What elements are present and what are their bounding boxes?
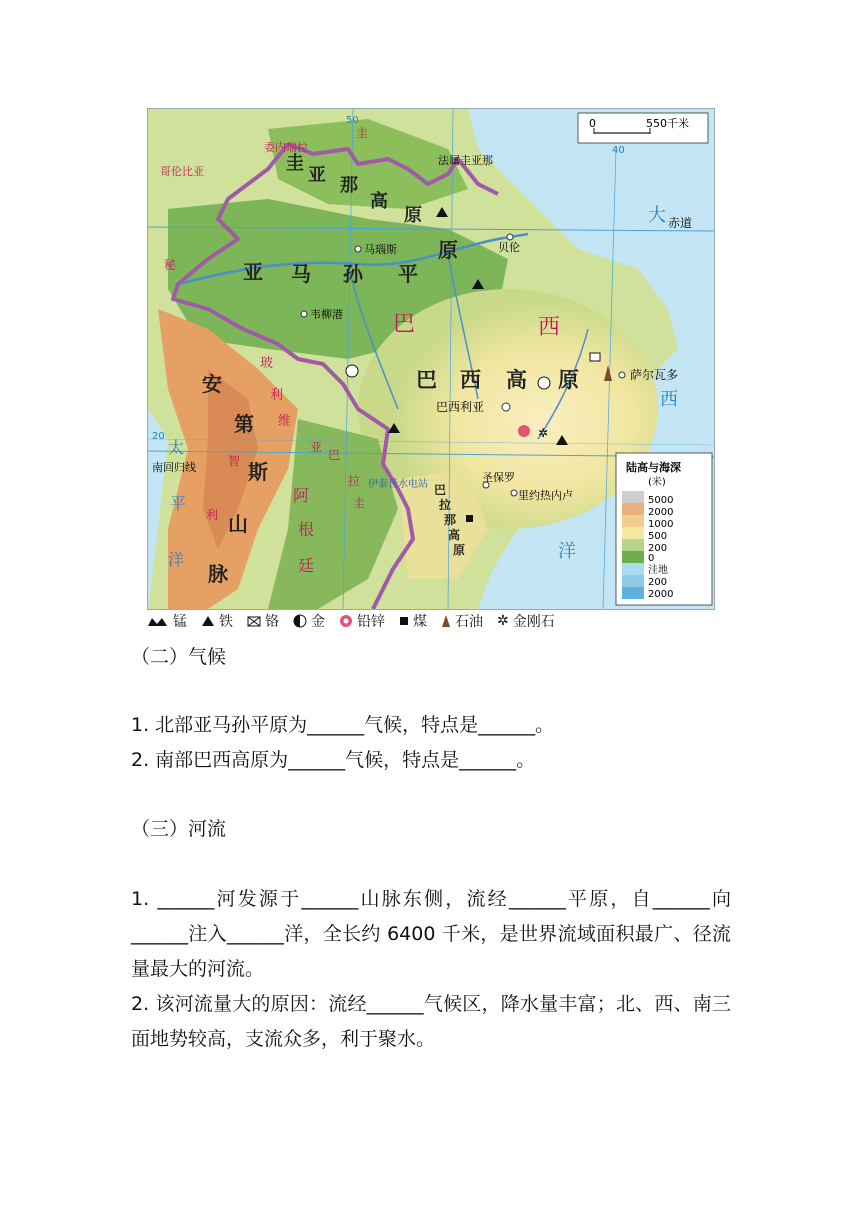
legend-item: [339, 611, 385, 631]
elevation-level: 0: [648, 553, 655, 564]
legend-item: [247, 611, 279, 631]
city-marker: [507, 234, 513, 240]
legend-label: 铬: [265, 614, 279, 630]
lead-zinc-icon: [339, 614, 353, 628]
oil-icon: [441, 614, 451, 628]
svg-text:拉: 拉: [439, 498, 452, 512]
rivers-question-1: 1. ______河发源于______山脉东侧，流经______平原，自______向______注入______洋，全长约 6400 千米，是世界流域面积最广、径流量最大的河流。: [131, 888, 731, 980]
elevation-legend-title: 陆高与海深: [626, 461, 681, 474]
svg-text:安: 安: [202, 372, 222, 396]
city-marker: [355, 246, 361, 252]
svg-text:洋: 洋: [558, 541, 576, 562]
mineral-legend: [147, 610, 747, 632]
svg-text:根: 根: [298, 520, 315, 539]
legend-label: 金: [311, 614, 325, 630]
svg-text:平: 平: [398, 262, 418, 286]
svg-text:维: 维: [278, 414, 292, 429]
svg-text:圭: 圭: [353, 496, 366, 510]
gold-icon: [293, 614, 307, 628]
gold-icon: [538, 377, 550, 389]
elevation-level: 200: [648, 577, 668, 588]
gold-icon: [346, 365, 358, 377]
svg-text:巴: 巴: [328, 448, 341, 462]
svg-text:西: 西: [660, 389, 678, 410]
elevation-level: 洼地: [648, 565, 668, 576]
svg-text:巴: 巴: [416, 368, 437, 392]
map-canvas: [148, 109, 714, 609]
svg-text:那: 那: [340, 175, 358, 196]
chromium-icon: [247, 615, 261, 627]
legend-label: 金刚石: [512, 614, 555, 630]
elevation-level: 500: [648, 531, 668, 542]
city-label: 萨尔瓦多: [630, 368, 679, 382]
latitude-label: 20: [152, 431, 165, 442]
svg-text:平: 平: [170, 494, 187, 513]
city-label: 里约热内卢: [518, 489, 573, 502]
svg-text:马: 马: [291, 262, 311, 286]
longitude-label: 50: [346, 115, 359, 126]
city-marker: [511, 490, 517, 496]
longitude-label: 40: [612, 145, 625, 156]
svg-text:洋: 洋: [168, 550, 185, 569]
svg-text:利: 利: [270, 388, 284, 403]
rivers-question-2: 2. 该河流量大的原因：流经______气候区，降水量丰富；北、西、南三面地势较高，支流众多，利于聚水。: [131, 993, 731, 1050]
iron-icon: [201, 615, 215, 627]
svg-text:巴: 巴: [434, 483, 447, 497]
svg-text:山: 山: [228, 512, 248, 536]
capital-marker: [502, 403, 510, 411]
svg-text:原: 原: [404, 205, 422, 226]
lead-zinc-icon: [518, 425, 530, 437]
svg-text:高: 高: [506, 368, 527, 392]
svg-text:那: 那: [444, 513, 457, 527]
legend-item: [201, 611, 233, 631]
climate-question-2: 2. 南部巴西高原为______气候，特点是______。: [131, 749, 536, 771]
city-marker: [301, 311, 307, 317]
svg-text:拉: 拉: [348, 474, 361, 488]
coal-icon: [399, 616, 409, 626]
legend-item: [147, 611, 187, 631]
scale-distance: 550千米: [646, 117, 689, 130]
city-label: 韦柳港: [310, 308, 343, 321]
legend-item: [441, 611, 483, 631]
svg-text:原: 原: [438, 238, 458, 262]
city-label: 巴西利亚: [436, 400, 485, 414]
svg-text:亚: 亚: [243, 260, 263, 284]
climate-question-1: 1. 北部亚马孙平原为______气候，特点是______。: [131, 714, 555, 736]
country-label: 哥伦比亚: [160, 165, 204, 178]
country-label: 委内瑞拉: [264, 141, 308, 154]
dam-label: 伊泰普水电站: [368, 479, 428, 490]
svg-text:圭: 圭: [286, 153, 304, 174]
elevation-level: 200: [648, 543, 668, 554]
svg-text:西: 西: [460, 368, 481, 392]
svg-text:廷: 廷: [298, 556, 315, 575]
svg-text:智: 智: [228, 454, 241, 468]
svg-text:高: 高: [448, 528, 461, 542]
tropic-label: 南回归线: [152, 461, 196, 474]
svg-text:西: 西: [538, 315, 561, 340]
country-label: 法属圭亚那: [438, 154, 493, 167]
city-label: 马瑙斯: [364, 243, 397, 256]
svg-text:亚: 亚: [310, 440, 323, 454]
elevation-legend-unit: (米): [648, 477, 666, 488]
svg-text:阿: 阿: [293, 486, 310, 505]
legend-label: 铁: [219, 614, 233, 630]
svg-text:第: 第: [234, 412, 254, 436]
climate-heading: （二）气候: [131, 646, 227, 668]
elevation-level: 2000: [648, 507, 674, 518]
country-label: 秘: [164, 258, 177, 272]
equator-label: 赤道: [668, 216, 693, 230]
legend-item: [399, 611, 427, 631]
manganese-icon: [147, 615, 169, 627]
svg-text:原: 原: [558, 368, 579, 392]
diamond-icon: ✲: [497, 613, 509, 629]
city-marker: [619, 372, 625, 378]
city-label: 贝伦: [498, 241, 520, 254]
svg-text:亚: 亚: [308, 165, 326, 186]
elevation-legend-swatches: [622, 491, 644, 599]
svg-text:大: 大: [648, 205, 666, 226]
chromium-icon: [590, 353, 600, 361]
country-label: 圭: [356, 126, 369, 140]
legend-label: 石油: [455, 614, 483, 630]
coal-icon: [466, 515, 473, 522]
legend-label: 铅锌: [357, 614, 385, 630]
elevation-level: 2000: [648, 589, 674, 600]
city-label: 圣保罗: [482, 471, 515, 484]
svg-text:玻: 玻: [260, 356, 274, 371]
svg-text:斯: 斯: [248, 460, 268, 484]
legend-label: 煤: [413, 614, 427, 630]
legend-label: 锰: [173, 614, 187, 630]
svg-text:利: 利: [206, 508, 219, 522]
legend-item: [293, 611, 325, 631]
svg-text:原: 原: [453, 543, 466, 557]
svg-text:高: 高: [370, 191, 388, 212]
scale-zero: 0: [589, 117, 596, 130]
svg-text:孙: 孙: [343, 262, 363, 286]
legend-item: [497, 611, 555, 631]
brazil-physical-map: [147, 108, 715, 610]
rivers-heading: （三）河流: [131, 818, 227, 840]
elevation-level: 5000: [648, 495, 674, 506]
svg-text:脉: 脉: [208, 562, 228, 586]
elevation-level: 1000: [648, 519, 674, 530]
svg-text:巴: 巴: [393, 312, 416, 337]
diamond-icon: ✲: [538, 426, 549, 440]
svg-text:太: 太: [168, 438, 185, 457]
